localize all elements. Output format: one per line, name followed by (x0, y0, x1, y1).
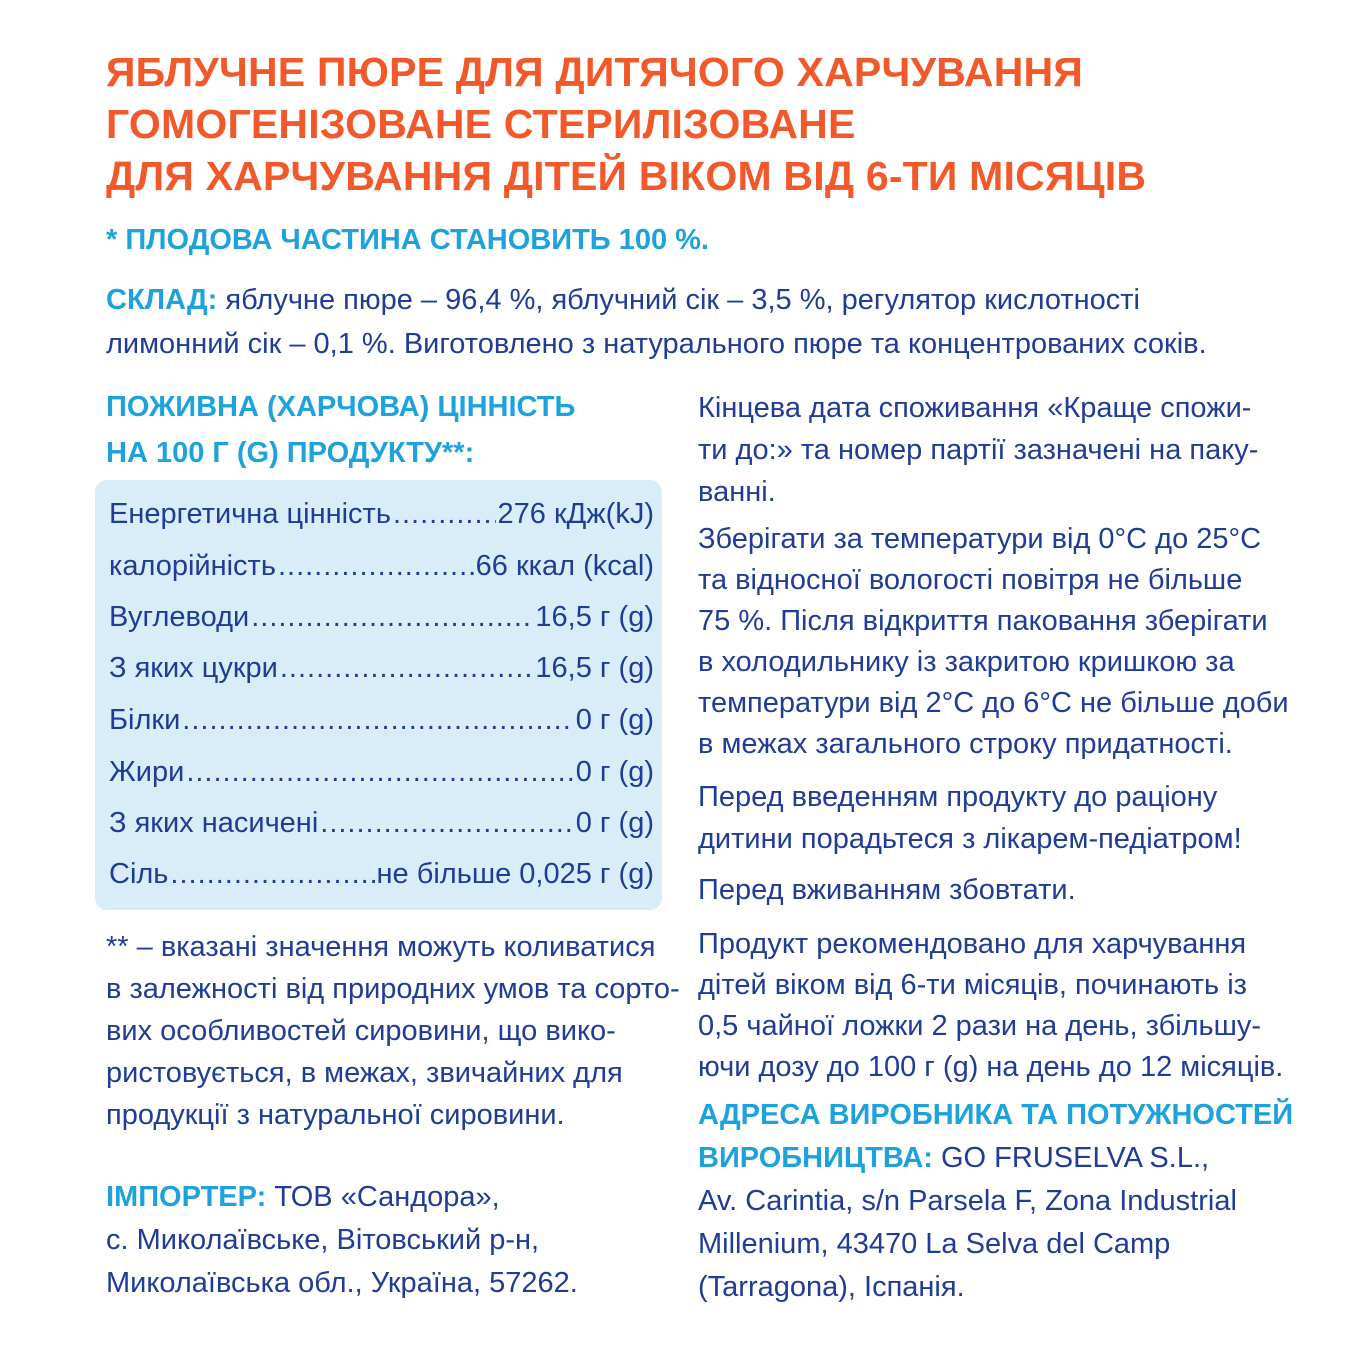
storage-line: температури від 2°С до 6°С не більше доби (698, 687, 1289, 719)
nutrition-row (109, 494, 654, 534)
nutrition-value: 0 г (g) (575, 807, 654, 839)
manufacturer-line-2 (698, 1137, 1258, 1180)
shake-line: Перед вживанням збовтати. (698, 874, 1076, 906)
footnote-line: в залежності від природних умов та сорто- (106, 973, 680, 1005)
expiry-line: Кінцева дата споживання «Краще спожи- (698, 392, 1252, 424)
nutrition-label: калорійність (109, 550, 276, 582)
dot-leader (251, 597, 533, 637)
storage-conditions (698, 519, 1289, 765)
storage-line: Зберігати за температури від 0°С до 25°С (698, 523, 1262, 555)
recommendation-line: Продукт рекомендовано для харчування (698, 928, 1247, 960)
expiry-line: ти до:» та номер партії зазначені на паку- (698, 434, 1259, 466)
nutrition-row (109, 648, 654, 688)
dot-leader (393, 494, 496, 534)
footnote-line: ристовується, в межах, звичайних для (106, 1057, 623, 1089)
dot-leader (186, 752, 573, 792)
nutrition-row (109, 803, 654, 843)
nutrition-row (109, 752, 654, 792)
composition (106, 278, 1256, 366)
footnote-line: ** – вказані значення можуть коливатися (106, 931, 656, 963)
recommendation-line: ючи дозу до 100 г (g) на день до 12 місяців. (698, 1051, 1284, 1083)
nutrition-value: не більше 0,025 г (g) (376, 858, 654, 890)
title-line-1: ЯБЛУЧНЕ ПЮРЕ ДЛЯ ДИТЯЧОГО ХАРЧУВАННЯ (106, 49, 1084, 95)
nutrition-label: З яких цукри (109, 652, 278, 684)
expiry-note (698, 387, 1258, 513)
nutrition-row (109, 700, 654, 740)
nutrition-value: 66 ккал (kcal) (475, 550, 654, 582)
dot-leader (182, 700, 573, 740)
dot-leader (278, 546, 474, 586)
footnote-line: продукції з натуральної сировини. (106, 1099, 565, 1131)
title-line-2: ГОМОГЕНІЗОВАНЕ СТЕРИЛІЗОВАНЕ (106, 101, 856, 147)
nutrition-label: Білки (109, 704, 181, 736)
storage-line: та відносної вологості повітря не більше (698, 564, 1243, 596)
importer-info (106, 1176, 666, 1305)
recommendation-line: дітей віком від 6-ти місяців, починають із (698, 969, 1247, 1001)
title-line-3: ДЛЯ ХАРЧУВАННЯ ДІТЕЙ ВІКОМ ВІД 6-ТИ МІСЯЦІВ (106, 153, 1147, 199)
nutrition-value: 0 г (g) (575, 756, 654, 788)
nutrition-table (95, 480, 662, 910)
nutrition-value: 276 кДж(kJ) (497, 498, 654, 530)
recommendation-line: 0,5 чайної ложки 2 рази на день, збільшу- (698, 1010, 1262, 1042)
nutrition-label: Енергетична цінність (109, 498, 391, 530)
importer-label: ІМПОРТЕР: (106, 1181, 267, 1213)
storage-line: в межах загального строку придатності. (698, 728, 1233, 760)
nutrition-row (109, 597, 654, 637)
nutrition-label: З яких насичені (109, 807, 319, 839)
footnote (106, 926, 680, 1136)
manufacturer-label-line-1: АДРЕСА ВИРОБНИКА ТА ПОТУЖНОСТЕЙ (698, 1099, 1294, 1131)
manufacturer-address-line: Millenium, 43470 La Selva del Camp (698, 1228, 1171, 1260)
manufacturer-address-line: Av. Carintia, s/n Parsela F, Zona Industrial (698, 1185, 1237, 1217)
importer-line-2: с. Миколаївське, Вітовський р-н, (106, 1224, 540, 1256)
composition-label: СКЛАД: (106, 284, 218, 316)
nutrition-label: Сіль (109, 858, 169, 890)
importer-line-1 (106, 1176, 666, 1219)
nutrition-label: Вуглеводи (109, 601, 250, 633)
shake-note (698, 870, 1258, 910)
expiry-line: ванні. (698, 476, 776, 508)
nutrition-value: 16,5 г (g) (535, 652, 654, 684)
dot-leader (320, 803, 573, 843)
manufacturer-name: GO FRUSELVA S.L., (932, 1142, 1210, 1174)
footnote-line: вих особливостей сировини, що вико- (106, 1015, 616, 1047)
fruit-content-note: * ПЛОДОВА ЧАСТИНА СТАНОВИТЬ 100 %. (106, 224, 709, 256)
nutrition-label: Жири (109, 756, 185, 788)
nutrition-value: 16,5 г (g) (535, 601, 654, 633)
nutrition-heading (106, 384, 575, 476)
usage-recommendation (698, 924, 1284, 1088)
nutrition-row (109, 854, 654, 894)
manufacturer-label-line-2: ВИРОБНИЦТВА: (698, 1142, 933, 1174)
nutrition-row (109, 546, 654, 586)
storage-line: 75 %. Після відкриття паковання зберігати (698, 605, 1268, 637)
doctor-line: дитини порадьтеся з лікарем-педіатром! (698, 823, 1242, 855)
composition-text: яблучне пюре – 96,4 %, яблучний сік – 3,5 %, регулятор кислотності лимонний сік – 0,1 %. Виготовлено з натурального пюре та концентрованих соків. (106, 284, 1207, 360)
doctor-note (698, 776, 1258, 860)
manufacturer-address-line: (Tarragona), Іспанія. (698, 1271, 965, 1303)
importer-name: ТОВ «Сандора», (266, 1181, 500, 1213)
nutrition-value: 0 г (g) (575, 704, 654, 736)
dot-leader (280, 648, 534, 688)
nutrition-heading-line-1: ПОЖИВНА (ХАРЧОВА) ЦІННІСТЬ (106, 391, 576, 423)
product-title (106, 46, 1326, 202)
importer-line-3: Миколаївська обл., Україна, 57262. (106, 1267, 578, 1299)
nutrition-heading-line-2: НА 100 Г (G) ПРОДУКТУ**: (106, 437, 475, 469)
dot-leader (170, 854, 374, 894)
manufacturer-address (698, 1094, 1294, 1309)
storage-line: в холодильнику із закритою кришкою за (698, 646, 1235, 678)
doctor-line: Перед введенням продукту до раціону (698, 781, 1218, 813)
